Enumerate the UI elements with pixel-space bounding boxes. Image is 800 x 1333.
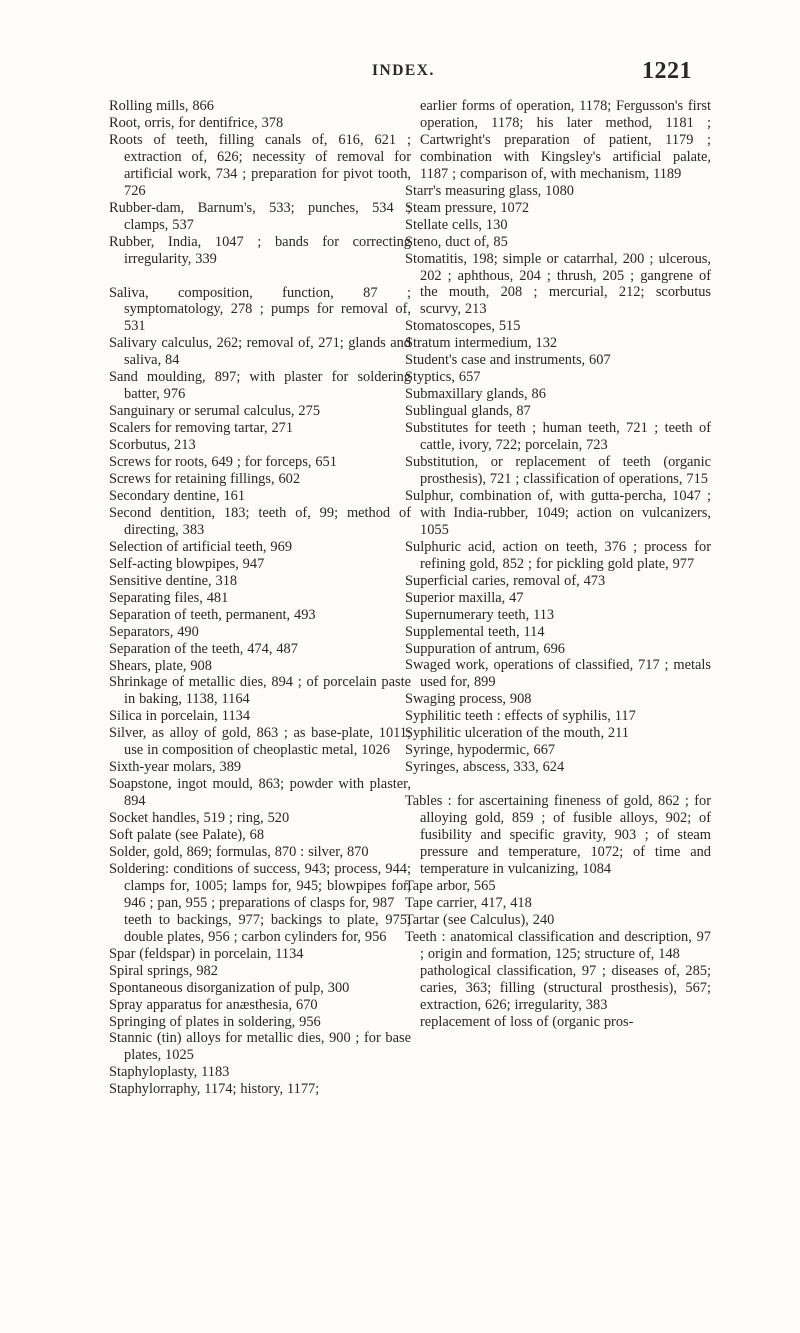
index-entry: Socket handles, 519 ; ring, 520 [109, 810, 290, 827]
index-entry: Submaxillary glands, 86 [405, 386, 546, 403]
index-entry: Silver, as alloy of gold, 863 ; as base-plate, 1011; use in composition of cheoplastic metal, 1026 [109, 725, 411, 759]
index-entry: Separators, 490 [109, 623, 199, 640]
index-entry: Superficial caries, removal of, 473 [405, 572, 606, 589]
index-column-left [109, 98, 411, 1098]
index-entry: Sand moulding, 897; with plaster for soldering batter, 976 [109, 369, 411, 403]
index-entry: Scorbutus, 213 [109, 437, 196, 454]
index-entry: Swaging process, 908 [405, 691, 532, 708]
index-entry: Spar (feldspar) in porcelain, 1134 [109, 945, 304, 962]
index-entry: Superior maxilla, 47 [405, 589, 524, 606]
index-entry: Soldering: conditions of success, 943; process, 944; clamps for, 1005; lamps for, 945; blowpipes for, 946 ; pan, 955 ; preparations of clasps for, 987 [109, 860, 411, 911]
index-entry: Tape carrier, 417, 418 [405, 894, 532, 911]
index-entry: Spiral springs, 982 [109, 962, 218, 979]
index-entry: replacement of loss of (organic pros- [420, 1013, 634, 1030]
index-entry: Rubber, India, 1047 ; bands for correcting irregularity, 339 [109, 233, 411, 267]
index-entry: Separating files, 481 [109, 589, 229, 606]
index-entry: Student's case and instruments, 607 [405, 352, 611, 369]
index-entry: Steam pressure, 1072 [405, 199, 530, 216]
index-entry: Selection of artificial teeth, 969 [109, 538, 293, 555]
index-entry: Soapstone, ingot mould, 863; powder with plaster, 894 [109, 776, 411, 810]
index-entry: Tables : for ascertaining fineness of gold, 862 ; for alloying gold, 859 ; of fusible alloys, 902; of fusibility and specific gravity, 903 ; of steam pressure and temperature, 1072; of time and temperature in vulcanizing, 1084 [405, 793, 711, 877]
index-entry: Secondary dentine, 161 [109, 487, 246, 504]
index-entry: Staphylorraphy, 1174; history, 1177; [109, 1081, 320, 1098]
index-entry: Saliva, composition, function, 87 ; symptomatology, 278 ; pumps for removal of, 531 [109, 284, 411, 335]
index-entry: Stomatitis, 198; simple or catarrhal, 200 ; ulcerous, 202 ; aphthous, 204 ; thrush, 205 ; gangrene of the mouth, 208 ; mercurial, 212; scorbutus scurvy, 213 [405, 250, 711, 318]
index-entry: Substitution, or replacement of teeth (organic prosthesis), 721 ; classification of operations, 715 [405, 454, 711, 487]
index-entry: Steno, duct of, 85 [405, 233, 508, 250]
index-entry: Silica in porcelain, 1134 [109, 708, 251, 725]
index-entry: Scalers for removing tartar, 271 [109, 420, 294, 437]
index-entry: Solder, gold, 869; formulas, 870 : silver, 870 [109, 843, 369, 860]
index-entry: Spray apparatus for anæsthesia, 670 [109, 996, 318, 1013]
index-entry: Substitutes for teeth ; human teeth, 721 ; teeth of cattle, ivory, 722; porcelain, 723 [405, 420, 711, 454]
index-column-right [405, 98, 711, 1030]
index-entry: Syphilitic ulceration of the mouth, 211 [405, 725, 629, 742]
index-entry: Separation of the teeth, 474, 487 [109, 640, 298, 657]
index-entry: Starr's measuring glass, 1080 [405, 182, 574, 199]
index-entry: Supernumerary teeth, 113 [405, 606, 555, 623]
index-entry: Roots of teeth, filling canals of, 616, 621 ; extraction of, 626; necessity of removal for artificial work, 734 ; preparation for pivot tooth, 726 [109, 131, 411, 199]
index-entry: teeth to backings, 977; backings to plate, 975; double plates, 956 ; carbon cylinders for, 956 [124, 911, 411, 945]
index-entry: pathological classification, 97 ; diseases of, 285; caries, 363; filling (structural prosthesis), 567; extraction, 626; irregularity, 383 [420, 962, 711, 1013]
index-entry: Rolling mills, 866 [109, 98, 214, 114]
index-entry: Rubber-dam, Barnum's, 533; punches, 534 ; clamps, 537 [109, 199, 411, 233]
page-header [0, 58, 800, 88]
index-entry: Salivary calculus, 262; removal of, 271; glands and saliva, 84 [109, 335, 411, 369]
index-entry: Stannic (tin) alloys for metallic dies, 900 ; for base plates, 1025 [109, 1030, 411, 1064]
index-entry: Swaged work, operations of classified, 717 ; metals used for, 899 [405, 657, 711, 691]
index-entry: Sulphur, combination of, with gutta-percha, 1047 ; with India-rubber, 1049; action on vulcanizers, 1055 [405, 487, 711, 538]
index-entry: Screws for retaining fillings, 602 [109, 471, 301, 488]
index-entry: Second dentition, 183; teeth of, 99; method of directing, 383 [109, 504, 411, 538]
page-number: 1221 [642, 58, 692, 84]
index-entry: Shrinkage of metallic dies, 894 ; of porcelain paste in baking, 1138, 1164 [109, 674, 411, 708]
index-entry: Stellate cells, 130 [405, 216, 508, 233]
index-entry: earlier forms of operation, 1178; Fergusson's first operation, 1178; his later method, 1181 ; Cartwright's preparation of patient, 1179 ; combination with Kingsley's artificial palate, 1187 ; comparison of, with mechanism, 1189 [420, 98, 711, 182]
index-entry: Stomatoscopes, 515 [405, 318, 521, 335]
index-entry: Syphilitic teeth : effects of syphilis, 117 [405, 708, 636, 725]
index-entry: Styptics, 657 [405, 369, 481, 386]
index-entry: Supplemental teeth, 114 [405, 623, 545, 640]
index-entry: Shears, plate, 908 [109, 657, 212, 674]
index-entry: Separation of teeth, permanent, 493 [109, 606, 316, 623]
index-entry: Tape arbor, 565 [405, 877, 496, 894]
index-entry: Syringe, hypodermic, 667 [405, 742, 556, 759]
index-entry: Sanguinary or serumal calculus, 275 [109, 403, 321, 420]
index-entry: Tartar (see Calculus), 240 [405, 911, 555, 928]
index-entry: Stratum intermedium, 132 [405, 335, 558, 352]
index-entry: Screws for roots, 649 ; for forceps, 651 [109, 454, 337, 471]
index-entry: Sensitive dentine, 318 [109, 572, 238, 589]
index-entry: Sulphuric acid, action on teeth, 376 ; process for refining gold, 852 ; for pickling gold plate, 977 [405, 538, 711, 572]
index-entry: Self-acting blowpipes, 947 [109, 555, 265, 572]
index-entry: Root, orris, for dentifrice, 378 [109, 114, 284, 131]
index-entry: Sixth-year molars, 389 [109, 759, 242, 776]
running-title: INDEX. [372, 62, 435, 79]
index-entry: Staphyloplasty, 1183 [109, 1064, 230, 1081]
index-entry: Teeth : anatomical classification and description, 97 ; origin and formation, 125; structure of, 148 [405, 928, 711, 962]
index-entry: Springing of plates in soldering, 956 [109, 1013, 321, 1030]
index-entry: Spontaneous disorganization of pulp, 300 [109, 979, 350, 996]
index-entry: Sublingual glands, 87 [405, 403, 531, 420]
index-entry: Syringes, abscess, 333, 624 [405, 759, 565, 776]
index-entry: Suppuration of antrum, 696 [405, 640, 565, 657]
index-entry: Soft palate (see Palate), 68 [109, 827, 265, 844]
